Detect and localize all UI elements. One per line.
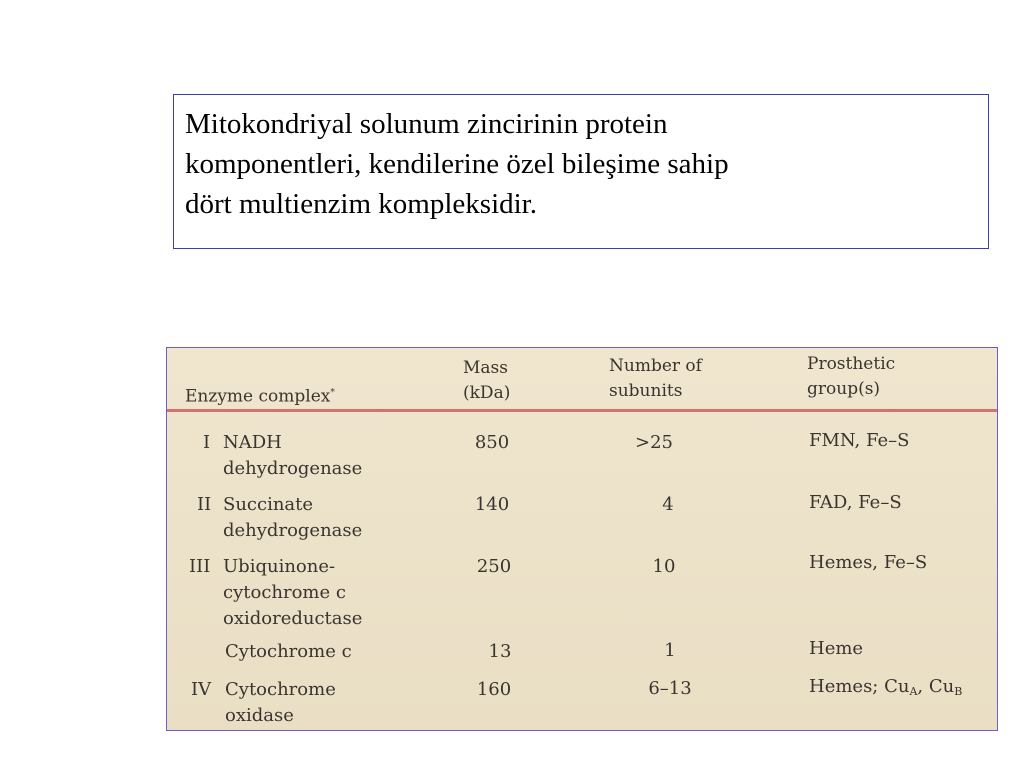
- row-1-prosthetic: FMN, Fe–S: [809, 430, 910, 451]
- row-2-subunits: 4: [662, 494, 674, 515]
- header-prosthetic: [807, 352, 895, 402]
- row-2-name-line-1: Succinate: [223, 494, 314, 515]
- row-1-roman: I: [203, 432, 211, 453]
- row-3-subunits: 10: [652, 556, 676, 577]
- header-enzyme-label: Enzyme complex: [185, 386, 331, 407]
- row-4-subunits: 1: [664, 640, 676, 661]
- row-5-sub-a: A: [909, 685, 918, 698]
- row-5-subunits: 6–13: [648, 678, 692, 699]
- row-5-name-line-2: oxidase: [225, 705, 294, 726]
- header-prosthetic-line-2: group(s): [807, 379, 881, 399]
- row-5-mass: 160: [476, 679, 512, 700]
- row-3-mass: 250: [476, 556, 512, 577]
- row-3-name-line-1: Ubiquinone-: [223, 556, 336, 577]
- row-1-name-line-2: dehydrogenase: [223, 458, 363, 479]
- row-4-mass: 13: [488, 641, 512, 662]
- header-divider: [167, 409, 997, 412]
- caption-line-2: komponentleri, kendilerine özel bileşime sahip: [185, 148, 729, 180]
- header-mass-line-2: (kDa): [463, 383, 511, 403]
- row-3-name-line-3: oxidoreductase: [223, 608, 363, 629]
- row-2-prosthetic: FAD, Fe–S: [809, 492, 902, 513]
- header-subunits: [609, 354, 702, 404]
- row-1-subunits: >25: [635, 432, 673, 453]
- row-2-name: [223, 492, 362, 544]
- caption-line-1: Mitokondriyal solunum zincirinin protein: [185, 108, 668, 140]
- enzyme-complex-table: [166, 347, 998, 731]
- header-subunits-line-2: subunits: [609, 381, 683, 401]
- row-5-prosthetic-text: Hemes; Cu: [809, 676, 910, 697]
- header-mass: [463, 356, 510, 406]
- header-prosthetic-line-1: Prosthetic: [807, 354, 896, 374]
- row-3-name-line-2: cytochrome c: [223, 582, 346, 603]
- caption-block: [173, 94, 989, 249]
- row-2-roman: II: [197, 494, 212, 515]
- header-enzyme-complex: [185, 381, 335, 410]
- row-3-roman: III: [189, 556, 211, 577]
- row-4-name: Cytochrome c: [225, 641, 352, 662]
- header-subunits-line-1: Number of: [609, 356, 702, 376]
- row-5-prosthetic: [809, 674, 962, 705]
- row-3-name: [223, 554, 362, 632]
- row-2-mass: 140: [474, 494, 510, 515]
- row-5-sub-b: B: [954, 685, 963, 698]
- row-1-mass: 850: [474, 432, 510, 453]
- row-5-prosthetic-sep: , Cu: [917, 676, 955, 697]
- row-3-prosthetic: Hemes, Fe–S: [809, 552, 928, 573]
- row-5-name: [225, 677, 336, 729]
- header-enzyme-footnote-mark: *: [330, 388, 335, 398]
- row-2-name-line-2: dehydrogenase: [223, 520, 363, 541]
- header-mass-line-1: Mass: [463, 358, 508, 378]
- row-4-prosthetic: Heme: [809, 638, 864, 659]
- caption-line-3: dört multienzim kompleksidir.: [185, 188, 537, 220]
- row-5-name-line-1: Cytochrome: [225, 679, 336, 700]
- row-1-name-line-1: NADH: [223, 432, 282, 453]
- row-5-roman: IV: [191, 679, 212, 700]
- row-1-name: [223, 430, 362, 482]
